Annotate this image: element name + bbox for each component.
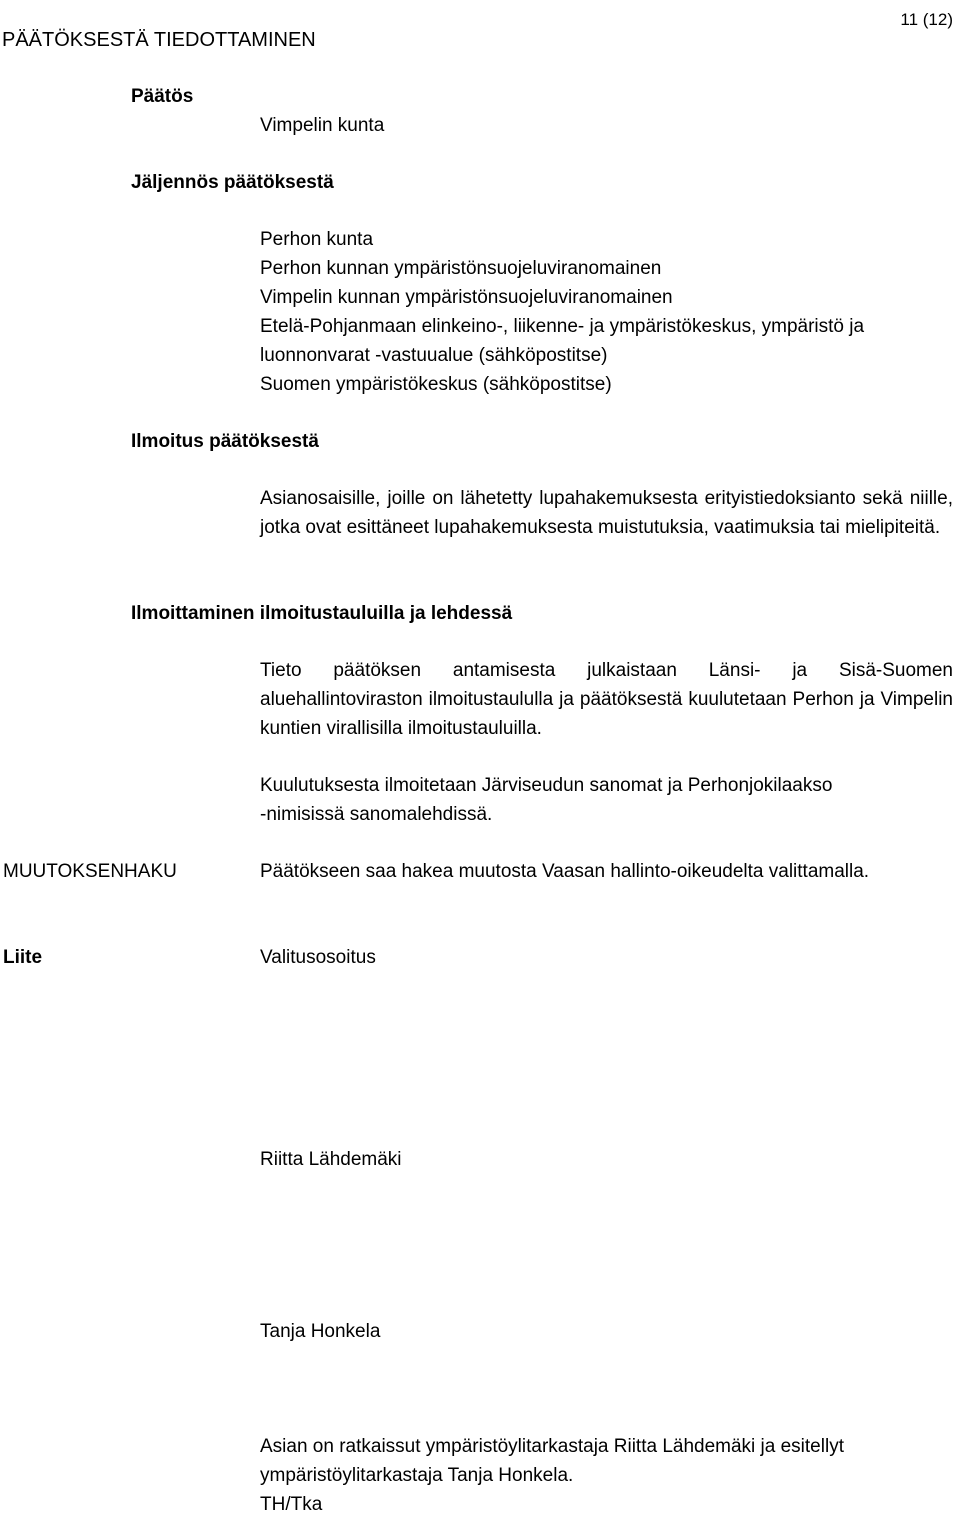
ilmoittaminen-heading: Ilmoittaminen ilmoitustauluilla ja lehdessä: [131, 603, 513, 624]
decision-statement: [260, 1432, 953, 1519]
liite-body: Valitusosoitus: [260, 947, 376, 968]
statement-line: ympäristöylitarkastaja Tanja Honkela.: [260, 1465, 574, 1486]
recipient-line: Suomen ympäristökeskus (sähköpostitse): [260, 374, 612, 395]
page-number: 11 (12): [900, 10, 953, 29]
recipient-line: Etelä-Pohjanmaan elinkeino-, liikenne- ja ympäristökeskus, ympäristö ja: [260, 316, 865, 337]
signature-name-1: Riitta Lähdemäki: [260, 1149, 402, 1170]
paragraph-line: Kuulutuksesta ilmoitetaan Järviseudun sanomat ja Perhonjokilaakso: [260, 775, 833, 796]
ilmoitus-heading: Ilmoitus päätöksestä: [131, 431, 319, 452]
ilmoittaminen-paragraph-1: Tieto päätöksen antamisesta julkaistaan Länsi- ja Sisä-Suomen aluehallintoviraston ilmoitustaululla ja päätöksestä kuulutetaan Perhon ja Vimpelin kuntien virallisilla ilmoitustauluilla.: [260, 660, 953, 739]
jaljennos-recipients: [260, 225, 953, 399]
paatos-heading: Päätös: [131, 86, 194, 107]
liite-heading: Liite: [3, 947, 43, 968]
initials: TH/Tka: [260, 1494, 323, 1515]
statement-line: Asian on ratkaissut ympäristöylitarkastaja Riitta Lähdemäki ja esitellyt: [260, 1436, 844, 1457]
muutoksenhaku-heading: MUUTOKSENHAKU: [3, 861, 177, 882]
recipient-line: Perhon kunta: [260, 229, 374, 250]
ilmoitus-body: Asianosaisille, joille on lähetetty lupahakemuksesta erityistiedoksianto sekä niille, jotka ovat esittäneet lupahakemuksesta muistutuksia, vaatimuksia tai mielipiteitä.: [260, 488, 953, 538]
muutoksenhaku-body: Päätökseen saa hakea muutosta Vaasan hallinto-oikeudelta valittamalla.: [260, 861, 870, 882]
ilmoittaminen-paragraph-2: [260, 771, 953, 829]
paatos-body: Vimpelin kunta: [260, 115, 385, 136]
recipient-line: Vimpelin kunnan ympäristönsuojeluviranomainen: [260, 287, 673, 308]
paragraph-line: -nimisissä sanomalehdissä.: [260, 804, 493, 825]
recipient-line: luonnonvarat -vastuualue (sähköpostitse): [260, 345, 608, 366]
recipient-line: Perhon kunnan ympäristönsuojeluviranomainen: [260, 258, 662, 279]
jaljennos-heading: Jäljennös päätöksestä: [131, 172, 334, 193]
page-title: PÄÄTÖKSESTÄ TIEDOTTAMINEN: [2, 29, 316, 51]
signature-name-2: Tanja Honkela: [260, 1321, 381, 1342]
